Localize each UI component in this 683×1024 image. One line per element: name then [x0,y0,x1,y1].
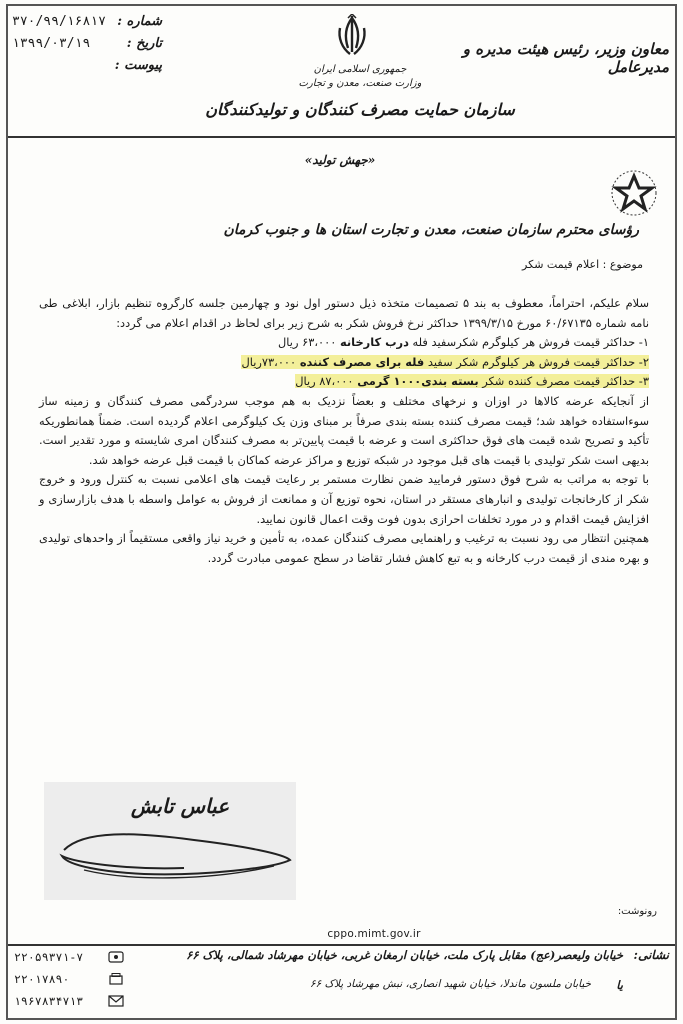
envelope-icon [108,995,124,1007]
price-item-factory [39,333,649,353]
instruction-paragraph: با توجه به مراتب به شرح فوق دستور فرمایید ضمن نظارت مستمر بر رعایت قیمت های اعلامی نسبت به کنترل ورود و خروج شکر از کارخانجات تولیدی و انبارهای مستقر در استان، نحوه توزیع آن و ممانعت از فروش به عوامل واسطه با هدف بازارسازی و افزایش قیمت اقدام و در مورد تخلفات احرازی بدون فوت وقت اعمال قانون نمایید. [39,472,649,526]
price-item-packaged [39,372,649,392]
meta-date-row [12,36,162,58]
page-border-left [6,4,8,1020]
signature-name: عباس تابش [130,794,230,818]
subject-line: موضوع : اعلام قیمت شکر [522,258,643,271]
price-item-text: ۳- حداکثر قیمت مصرف کننده شکر [478,374,649,389]
price-item-amount: ۸۷،۰۰۰ ریال [295,374,358,389]
footer-divider [8,944,675,946]
cc-label: رونوشت: [617,906,657,917]
org-ministry: وزارت صنعت، معدن و تجارت [298,78,422,89]
address-or: یا [616,978,623,992]
meta-date-label: تاریخ : [126,36,162,51]
org-country: جمهوری اسلامی ایران [313,64,407,75]
price-item-text: ۲- حداکثر قیمت فروش هر کیلوگرم شکر سفید [424,354,649,369]
contact-postal [14,992,124,1010]
page-border-bottom [6,1018,677,1020]
fax-number: ۲۲۰۱۷۸۹۰ [14,972,70,986]
price-item-bold: درب کارخانه [339,335,409,350]
iran-emblem-icon [332,14,372,58]
meta-number-label: شماره : [117,14,162,29]
organization-logo-icon [609,168,659,218]
postal-code: ۱۹۶۷۸۳۴۷۱۳ [14,994,84,1008]
meta-number-value: ۳۷۰/۹۹/۱۶۸۱۷ [12,14,106,29]
page-border-right [675,4,677,1020]
header-divider [8,136,675,138]
phone-number: ۲۲۰۵۹۳۷۱-۷ [14,950,84,964]
address-primary: خیابان ولیعصر(عج) مقابل پارک ملت، خیابان ارمغان غربی، خیابان مهرشاد شمالی، پلاک ۶۶ [186,948,623,962]
letter-body [39,294,649,568]
address-label: نشانی: [633,948,669,962]
explanation-paragraph: از آنجایکه عرضه کالاها در اوزان و نرخهای مختلف و بعضاً نزدیک به هم موجب سردرگمی مصرف کنندگان و زمینه ساز سوءاستفاده خواهد شد؛ قیمت مصرف کننده بسته بندی صرفاً بر مبنای وزن یک کیلوگرمی اعلام گردیده است. ضمناً همانطوریکه تأکید و تصریح شده قیمت های فوق حداکثری است و عرضه با قیمت پایین‌تر به مصرف کنندگان امری شایسته و مورد تقدیر است. بدیهی است شکر تولیدی با قیمت های قبل موجود در شبکه توزیع و مراکز عرضه کماکان با قیمت قبل عرضه خواهد شد. [39,393,649,467]
contact-fax [14,970,124,988]
page-border-top [6,4,677,6]
website-link[interactable]: cppo.mimt.gov.ir [327,928,421,940]
phone-icon [108,951,124,963]
meta-date-value: ۱۳۹۹/۰۳/۱۹ [12,36,91,51]
price-item-bold: بسته بندی۱۰۰۰ گرمی [357,374,479,389]
contact-phone [14,948,124,966]
letter-meta [12,14,162,80]
org-name: سازمان حمایت مصرف کنندگان و تولیدکنندگان [205,100,515,119]
recipient: رؤسای محترم سازمان صنعت، معدن و تجارت استان ها و جنوب کرمان [223,222,639,238]
meta-number-row [12,14,162,36]
price-item-amount: ۶۳،۰۰۰ ریال [278,335,340,350]
price-item-bold: فله برای مصرف کننده [299,354,425,369]
fax-icon [108,973,124,985]
meta-attachment-label: پیوست : [114,58,162,73]
slogan: «جهش تولید» [304,153,376,167]
signature-stroke-icon [44,810,296,900]
address-secondary: خیابان ملسون ماندلا، خیابان شهید انصاری، نبش مهرشاد پلاک ۶۶ [309,978,591,990]
intro-paragraph: سلام علیکم، احتراماً، معطوف به بند ۵ تصمیمات متخذه ذیل دستور اول نود و چهارمین جلسه کارگروه تنظیم بازار، ابلاغی طی نامه شماره ۶۰/۶۷۱۳۵ مورخ ۱۳۹۹/۳/۱۵ حداکثر نرخ فروش شکر به شرح زیر برای لحاظ در اقدام اعلام می گردد: [39,296,649,330]
price-item-bulk-consumer [39,353,649,373]
meta-attachment-row [12,58,162,80]
closing-paragraph: همچنین انتظار می رود نسبت به ترغیب و راهنمایی مصرف کنندگان عمده، به تأمین و خرید نیاز واقعی مستقیماً از واحدهای تولیدی و بهره مندی از قیمت درب کارخانه و به تبع کاهش فشار تقاضا در سطح عمومی مبادرت گردد. [39,531,649,565]
price-item-amount: ۷۳،۰۰۰ریال [241,354,300,369]
price-item-text: ۱- حداکثر قیمت فروش هر کیلوگرم شکرسفید فله [408,335,649,350]
signer-title: معاون وزیر، رئیس هیئت مدیره و مدیرعامل [462,40,669,76]
